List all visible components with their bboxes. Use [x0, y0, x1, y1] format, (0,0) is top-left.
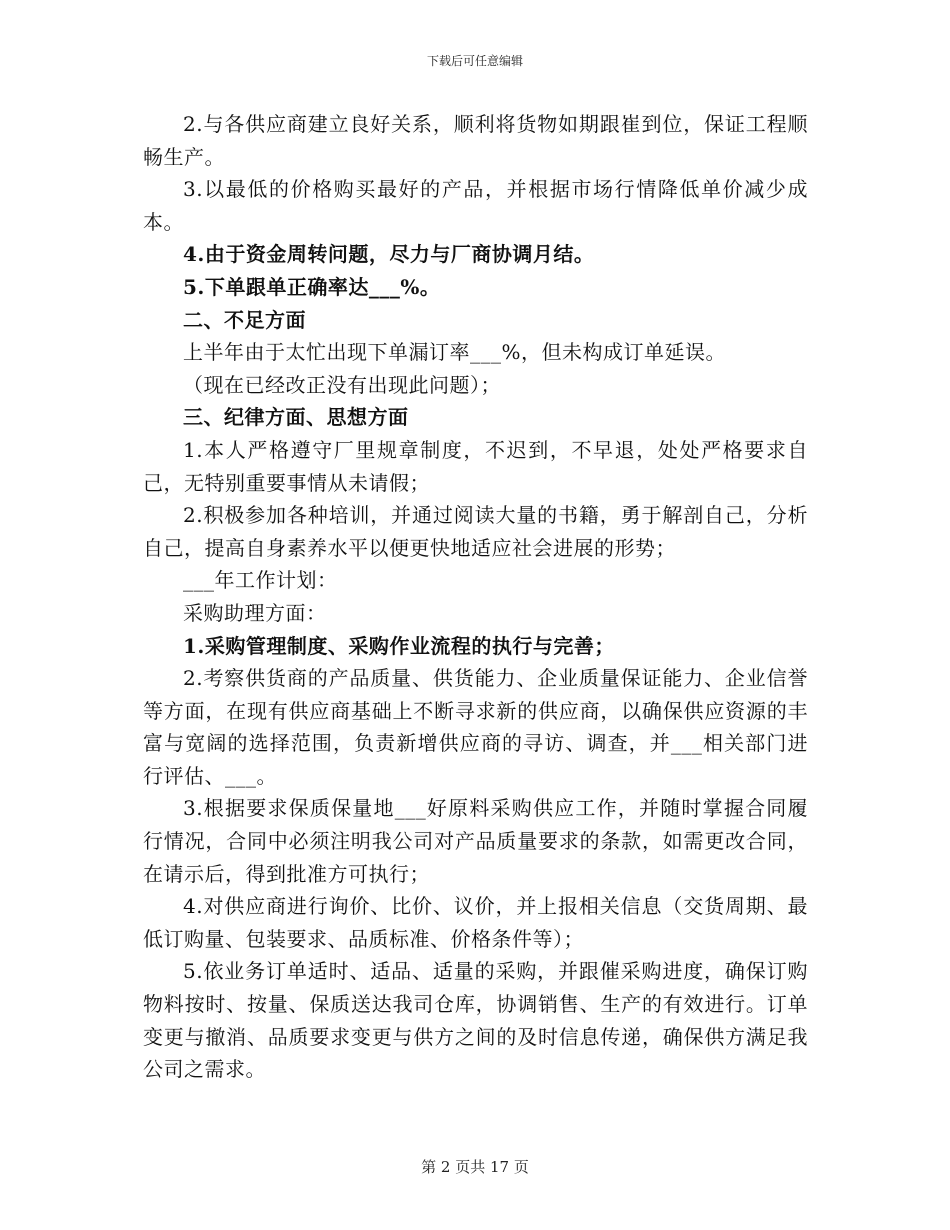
paragraph: 2.与各供应商建立良好关系，顺利将货物如期跟崔到位，保证工程顺畅生产。 [143, 112, 808, 169]
paragraph: （现在已经改正没有出现此问题）； [183, 372, 501, 397]
paragraph: 5.依业务订单适时、适品、适量的采购，并跟催采购进度，确保订购物料按时、按量、保质送达我司仓库，协调销售、生产的有效进行。订单变更与撤消、品质要求变更与供方之间的及时信息传递，确保供方满足我公司之需求。 [143, 959, 808, 1082]
paragraph: 4.对供应商进行询价、比价、议价，并上报相关信息（交货周期、最低订购量、包装要求、品质标准、价格条件等）； [143, 894, 808, 951]
paragraph: 上半年由于太忙出现下单漏订率___%，但未构成订单延误。 [183, 340, 727, 365]
paragraph: 1.采购管理制度、采购作业流程的执行与完善； [183, 633, 615, 658]
page-footer: 第 2 页共 17 页 [421, 1158, 529, 1176]
paragraph: 采购助理方面： [183, 600, 327, 625]
paragraph: 3.根据要求保质保量地___好原料采购供应工作，并随时掌握合同履行情况，合同中必须注明我公司对产品质量要求的条款，如需更改合同，在请示后，得到批准方可执行； [143, 796, 808, 886]
paragraph: 2.考察供货商的产品质量、供货能力、企业质量保证能力、企业信誉等方面，在现有供应商基础上不断寻求新的供应商，以确保供应资源的丰富与宽阔的选择范围，负责新增供应商的寻访、调查，并___相关部门进行评估、___。 [143, 666, 808, 788]
paragraph: 3.以最低的价格购买最好的产品，并根据市场行情降低单价减少成本。 [143, 177, 808, 234]
paragraph: 5.下单跟单正确率达___%。 [183, 274, 441, 299]
page-header: 下载后可任意编辑 [426, 54, 523, 68]
paragraph: 2.积极参加各种培训，并通过阅读大量的书籍，勇于解剖自己，分析自己，提高自身素养水平以便更快地适应社会进展的形势； [143, 503, 808, 560]
paragraph: ___年工作计划： [183, 568, 338, 593]
section-heading: 三、纪律方面、思想方面 [183, 405, 409, 430]
section-heading: 二、不足方面 [183, 307, 306, 332]
paragraph: 1.本人严格遵守厂里规章制度，不迟到，不早退，处处严格要求自己，无特别重要事情从未请假； [143, 437, 808, 495]
paragraph: 4.由于资金周转问题，尽力与厂商协调月结。 [183, 242, 595, 267]
document-body [143, 108, 808, 1086]
